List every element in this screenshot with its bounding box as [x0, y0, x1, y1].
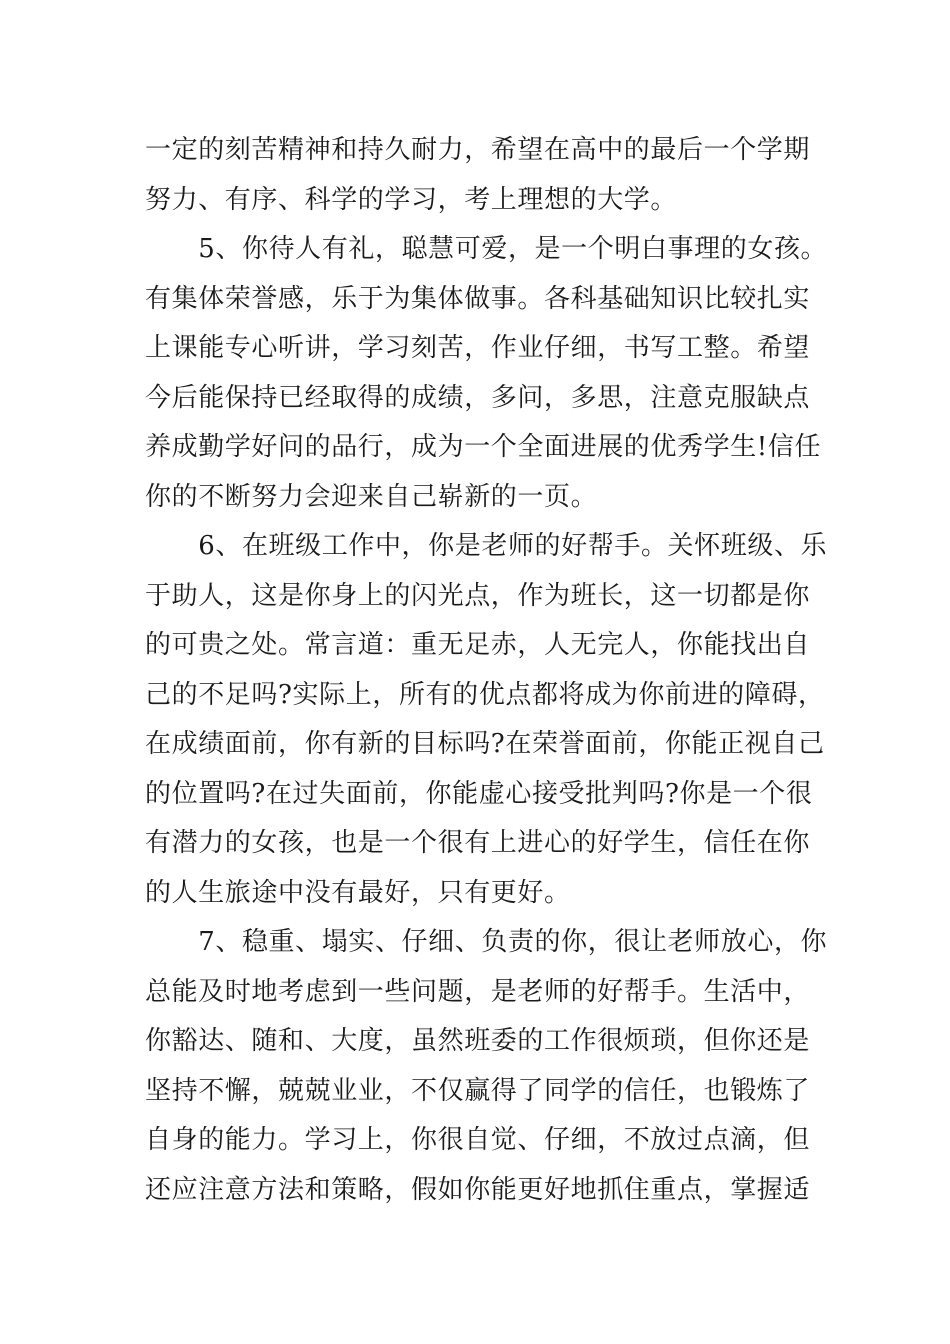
text-line: 有集体荣誉感，乐于为集体做事。各科基础知识比较扎实 — [145, 283, 811, 314]
text-line: 己的不足吗?实际上，所有的优点都将成为你前进的障碍， — [145, 679, 825, 710]
text-line: 自身的能力。学习上，你很自觉、仔细，不放过点滴，但 — [145, 1125, 811, 1155]
text-line: 养成勤学好问的品行，成为一个全面进展的优秀学生!信任 — [145, 432, 822, 462]
text-line: 7、稳重、塌实、仔细、负责的你，很让老师放心，你 — [145, 927, 828, 957]
text-line: 你豁达、随和、大度，虽然班委的工作很烦琐，但你还是 — [145, 1026, 811, 1056]
text-line: 总能及时地考虑到一些问题，是老师的好帮手。生活中， — [145, 976, 811, 1007]
text-line: 坚持不懈，兢兢业业，不仅赢得了同学的信任，也锻炼了 — [145, 1075, 811, 1106]
text-line: 在成绩面前，你有新的目标吗?在荣誉面前，你能正视自己 — [145, 729, 825, 759]
text-line: 6、在班级工作中，你是老师的好帮手。关怀班级、乐 — [145, 531, 828, 561]
text-line: 于助人，这是你身上的闪光点，作为班长，这一切都是你 — [145, 580, 811, 611]
text-line: 今后能保持已经取得的成绩，多问，多思，注意克服缺点 — [145, 382, 811, 413]
text-line: 有潜力的女孩，也是一个很有上进心的好学生，信任在你 — [145, 828, 811, 858]
text-line: 努力、有序、科学的学习，考上理想的大学。 — [145, 184, 678, 215]
text-line: 一定的刻苦精神和持久耐力，希望在高中的最后一个学期 — [145, 135, 811, 165]
body-text — [145, 126, 828, 1215]
text-line: 5、你待人有礼，聪慧可爱，是一个明白事理的女孩。 — [145, 234, 828, 264]
text-line: 的可贵之处。常言道：重无足赤，人无完人，你能找出自 — [145, 630, 811, 660]
text-line: 你的不断努力会迎来自己崭新的一页。 — [145, 481, 598, 512]
text-line: 的位置吗?在过失面前，你能虚心接受批判吗?你是一个很 — [145, 778, 813, 809]
text-line: 的人生旅途中没有最好，只有更好。 — [145, 877, 571, 908]
text-line: 还应注意方法和策略，假如你能更好地抓住重点，掌握适 — [145, 1174, 811, 1205]
text-line: 上课能专心听讲，学习刻苦，作业仔细，书写工整。希望 — [145, 333, 811, 363]
